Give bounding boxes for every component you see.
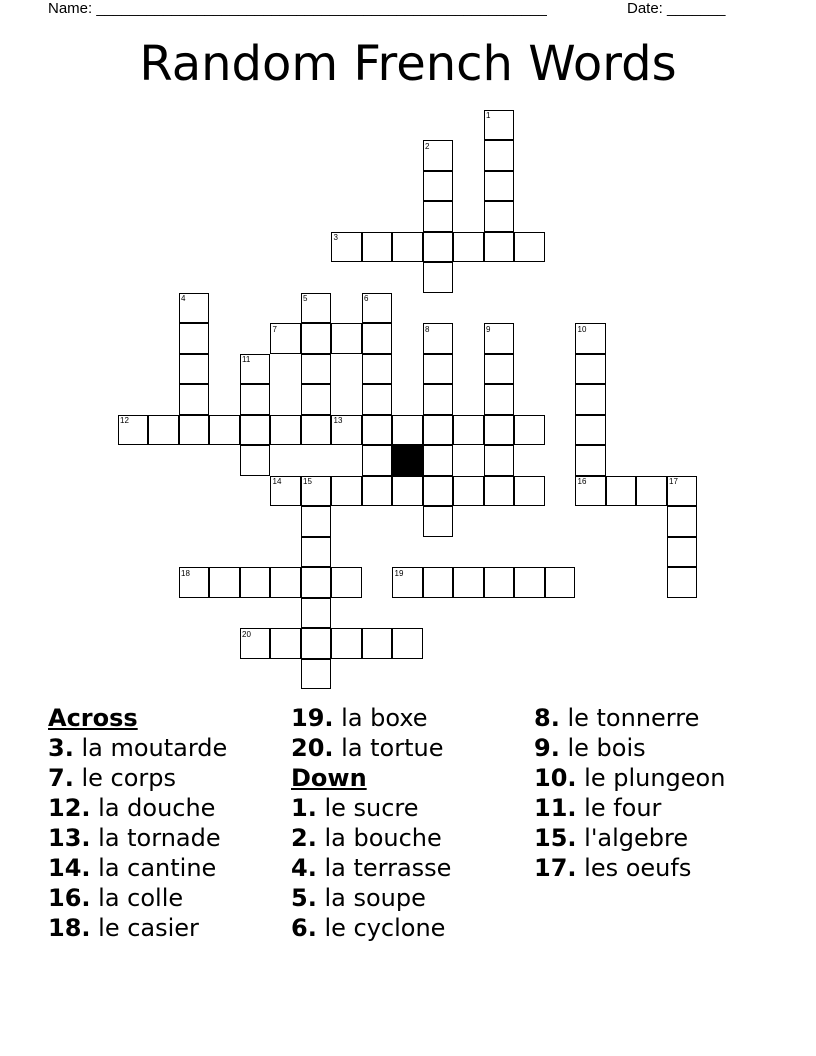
grid-cell xyxy=(301,598,332,629)
clue-text: la moutarde xyxy=(73,734,228,762)
date-field: Date: _______ xyxy=(627,0,726,17)
clue-item xyxy=(534,793,725,823)
clue-number-label: 2 xyxy=(425,141,430,151)
grid-cell xyxy=(362,323,393,354)
clue-item xyxy=(534,703,725,733)
clue-number-label: 9 xyxy=(486,324,491,334)
clue-item xyxy=(48,793,227,823)
grid-cell xyxy=(392,415,423,446)
grid-cell xyxy=(331,628,362,659)
clue-text: la colle xyxy=(90,884,184,912)
clue-item xyxy=(291,883,451,913)
clue-number-label: 17 xyxy=(669,477,678,486)
grid-cell xyxy=(575,445,606,476)
grid-cell xyxy=(270,415,301,446)
grid-cell xyxy=(484,171,515,202)
across-clue-list xyxy=(48,733,227,943)
clue-number: 15. xyxy=(534,824,577,852)
clue-item xyxy=(48,853,227,883)
down-clue-list xyxy=(291,793,451,943)
grid-cell xyxy=(606,476,637,507)
clue-number-label: 16 xyxy=(577,477,587,486)
clue-number: 9. xyxy=(534,734,560,762)
grid-cell xyxy=(423,201,454,232)
grid-cell xyxy=(545,567,576,598)
across-heading: Across xyxy=(48,704,138,732)
grid-cell xyxy=(484,354,515,385)
grid-cell xyxy=(453,232,484,263)
grid-cell xyxy=(484,201,515,232)
grid-cell xyxy=(392,476,423,507)
clue-text: la boxe xyxy=(333,704,428,732)
clue-text: la terrasse xyxy=(316,854,452,882)
clue-text: le bois xyxy=(559,734,646,762)
grid-cell xyxy=(270,567,301,598)
grid-cell xyxy=(423,445,454,476)
grid-cell xyxy=(362,628,393,659)
grid-cell xyxy=(240,384,271,415)
clue-text: le sucre xyxy=(316,794,419,822)
clue-number-label: 8 xyxy=(425,324,430,334)
clue-text: la soupe xyxy=(316,884,426,912)
grid-cell xyxy=(484,232,515,263)
grid-cell xyxy=(423,567,454,598)
grid-cell xyxy=(484,567,515,598)
clue-number-label: 10 xyxy=(577,324,587,334)
clue-number: 16. xyxy=(48,884,91,912)
grid-cell xyxy=(331,476,362,507)
clue-number-label: 14 xyxy=(272,477,282,486)
clue-text: le four xyxy=(576,794,662,822)
grid-cell xyxy=(392,628,423,659)
grid-cell xyxy=(514,476,545,507)
grid-cell xyxy=(667,567,698,598)
grid-cell xyxy=(209,415,240,446)
clue-item xyxy=(48,733,227,763)
puzzle-title: Random French Words xyxy=(139,36,677,92)
clue-item xyxy=(534,853,725,883)
down-heading: Down xyxy=(291,764,367,792)
clue-number: 6. xyxy=(291,914,317,942)
clue-item xyxy=(48,823,227,853)
grid-cell xyxy=(240,567,271,598)
clue-text: le corps xyxy=(73,764,177,792)
clue-text: le casier xyxy=(90,914,199,942)
clue-item xyxy=(48,913,227,943)
grid-cell xyxy=(301,354,332,385)
grid-cell xyxy=(301,567,332,598)
clues-column-1 xyxy=(48,703,227,943)
clue-text: la tortue xyxy=(333,734,444,762)
clue-number: 7. xyxy=(48,764,74,792)
clue-number: 3. xyxy=(48,734,74,762)
grid-cell xyxy=(453,415,484,446)
grid-cell xyxy=(392,232,423,263)
grid-cell xyxy=(362,445,393,476)
clues-column-3 xyxy=(534,703,725,883)
grid-cell xyxy=(301,323,332,354)
grid-cell xyxy=(423,506,454,537)
grid-cell xyxy=(179,323,210,354)
grid-cell xyxy=(240,445,271,476)
clue-number: 5. xyxy=(291,884,317,912)
clue-item xyxy=(291,853,451,883)
grid-cell xyxy=(514,567,545,598)
clue-item xyxy=(291,733,451,763)
clue-text: le tonnerre xyxy=(559,704,700,732)
clue-number: 10. xyxy=(534,764,577,792)
grid-cell xyxy=(362,415,393,446)
grid-cell xyxy=(667,537,698,568)
clue-item xyxy=(534,733,725,763)
grid-cell xyxy=(301,415,332,446)
grid-cell xyxy=(484,415,515,446)
clue-item xyxy=(534,763,725,793)
grid-cell xyxy=(423,232,454,263)
clue-number: 1. xyxy=(291,794,317,822)
grid-cell xyxy=(301,628,332,659)
grid-cell xyxy=(575,354,606,385)
grid-cell xyxy=(484,384,515,415)
grid-cell xyxy=(179,415,210,446)
clue-text: la bouche xyxy=(316,824,442,852)
clue-item xyxy=(534,823,725,853)
clue-number: 8. xyxy=(534,704,560,732)
clue-number: 12. xyxy=(48,794,91,822)
grid-cell xyxy=(423,415,454,446)
down-clue-list-continued xyxy=(534,703,725,883)
clue-text: la tornade xyxy=(90,824,221,852)
grid-cell xyxy=(484,476,515,507)
clue-text: la douche xyxy=(90,794,216,822)
clue-number-label: 11 xyxy=(242,355,251,364)
clue-item xyxy=(291,913,451,943)
name-field: Name: ______________________________________________________ xyxy=(48,0,547,17)
grid-cell xyxy=(484,445,515,476)
grid-cell xyxy=(575,384,606,415)
grid-cell xyxy=(331,323,362,354)
grid-cell xyxy=(453,476,484,507)
grid-cell xyxy=(667,506,698,537)
clue-item xyxy=(291,823,451,853)
clue-number: 19. xyxy=(291,704,334,732)
grid-cell xyxy=(301,537,332,568)
clue-number-label: 4 xyxy=(181,294,186,303)
clue-text: la cantine xyxy=(90,854,217,882)
clue-number: 2. xyxy=(291,824,317,852)
clue-number-label: 6 xyxy=(364,294,369,303)
grid-cell xyxy=(514,232,545,263)
clue-number: 13. xyxy=(48,824,91,852)
clue-number: 17. xyxy=(534,854,577,882)
clue-number-label: 12 xyxy=(120,416,129,425)
clue-number: 11. xyxy=(534,794,577,822)
clue-number-label: 15 xyxy=(303,477,312,486)
clue-text: le cyclone xyxy=(316,914,446,942)
clue-number: 18. xyxy=(48,914,91,942)
grid-cell xyxy=(362,354,393,385)
clue-item xyxy=(48,883,227,913)
grid-cell xyxy=(148,415,179,446)
clue-number: 20. xyxy=(291,734,334,762)
grid-cell xyxy=(270,628,301,659)
grid-cell xyxy=(423,476,454,507)
clues-column-2 xyxy=(291,703,451,943)
grid-cell xyxy=(514,415,545,446)
grid-cell xyxy=(362,476,393,507)
clue-number: 4. xyxy=(291,854,317,882)
clue-text: l'algebre xyxy=(576,824,689,852)
across-clue-list-continued xyxy=(291,703,451,763)
grid-cell xyxy=(209,567,240,598)
grid-cell xyxy=(453,567,484,598)
grid-cell xyxy=(636,476,667,507)
grid-cell xyxy=(362,384,393,415)
black-square xyxy=(392,445,423,476)
clue-item xyxy=(291,703,451,733)
grid-cell xyxy=(423,354,454,385)
clue-item xyxy=(48,763,227,793)
grid-cell xyxy=(240,415,271,446)
grid-cell xyxy=(331,567,362,598)
clue-number-label: 5 xyxy=(303,294,308,303)
grid-cell xyxy=(362,232,393,263)
clue-number-label: 18 xyxy=(181,568,190,578)
clue-number-label: 13 xyxy=(333,416,343,425)
clue-number: 14. xyxy=(48,854,91,882)
grid-cell xyxy=(301,659,332,690)
grid-cell xyxy=(301,384,332,415)
grid-cell xyxy=(423,384,454,415)
clue-number-label: 1 xyxy=(486,111,491,120)
grid-cell xyxy=(484,140,515,171)
grid-cell xyxy=(179,354,210,385)
grid-cell xyxy=(179,384,210,415)
grid-cell xyxy=(301,506,332,537)
clue-item xyxy=(291,793,451,823)
clue-number-label: 3 xyxy=(333,233,338,242)
clue-text: les oeufs xyxy=(576,854,692,882)
grid-cell xyxy=(423,171,454,202)
grid-cell xyxy=(575,415,606,446)
grid-cell xyxy=(423,262,454,293)
clue-number-label: 20 xyxy=(242,629,251,639)
clue-text: le plungeon xyxy=(576,764,726,792)
clue-number-label: 19 xyxy=(394,568,404,578)
clue-number-label: 7 xyxy=(272,324,277,334)
